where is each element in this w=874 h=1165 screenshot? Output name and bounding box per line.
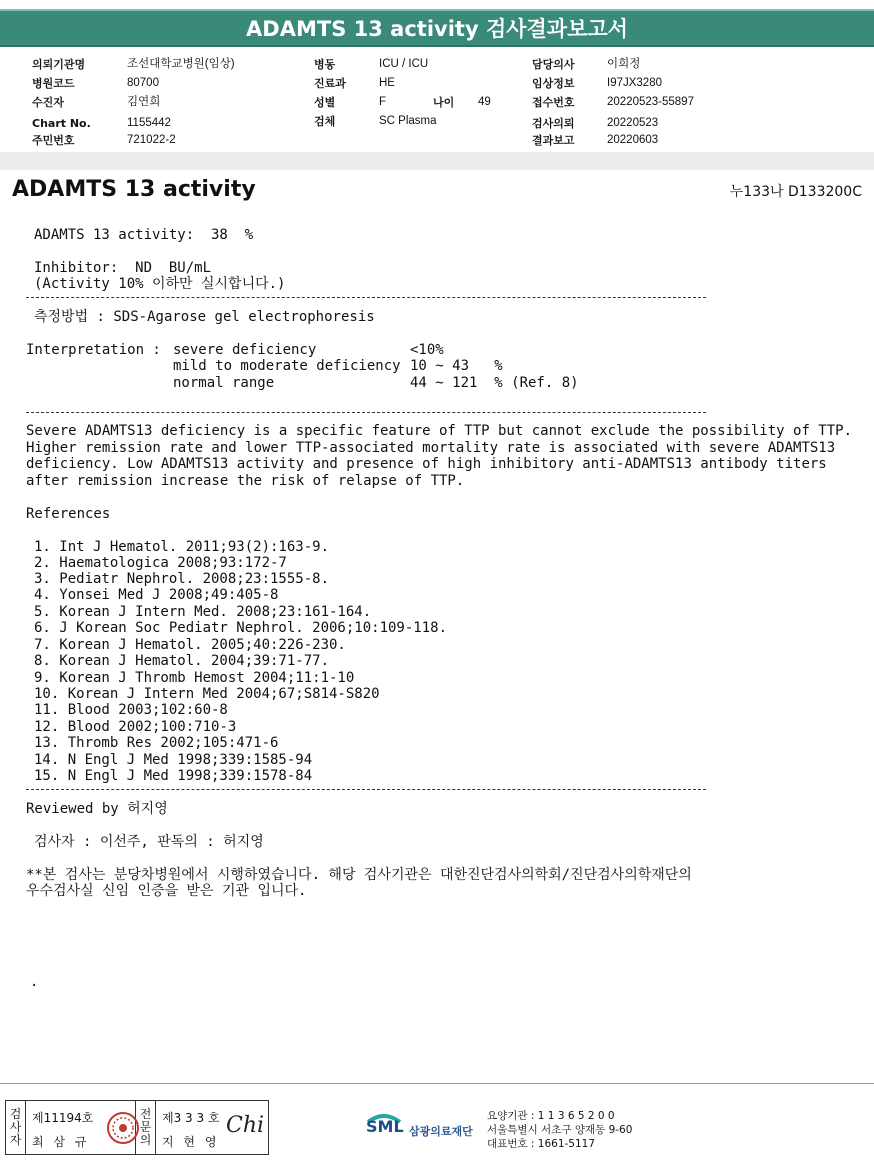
reader-name: 지 현 영 [162,1135,220,1149]
request-date-value: 20220523 [607,117,659,129]
reference-item: 4. Yonsei Med J 2008;49:405-8 [34,587,279,603]
comment-line: Severe ADAMTS13 deficiency is a specific feature of TTP but cannot exclude the possibility of TTP. [26,423,853,439]
tester-name: 최 삼 규 [32,1135,90,1149]
dot-mark: . [30,974,39,990]
resident-no-value: 721022-2 [127,134,176,146]
reviewed-by: Reviewed by 허지영 [26,801,168,817]
hospital-code-label: 병원코드 [32,77,75,90]
reader-license-no: 제3 3 3 호 [162,1111,220,1125]
interp-severe-range: <10% [410,342,444,358]
reference-item: 1. Int J Hematol. 2011;93(2):163-9. [34,539,330,555]
org-name: 삼광의료재단 [409,1125,473,1138]
test-code: 누133나 D133200C [729,184,862,200]
clinical-info-value: I97JX3280 [607,77,662,89]
reader-cell [156,1101,268,1154]
notice-line: 우수검사실 신임 인증을 받은 기관 입니다. [26,883,307,899]
tester-cell [26,1101,136,1154]
sex-label: 성별 [314,96,336,109]
ward-value: ICU / ICU [379,58,429,70]
reader-label: 전문의 [136,1101,156,1154]
reference-item: 15. N Engl J Med 1998;339:1578-84 [34,768,313,784]
comment-line: Higher remission rate and lower TTP-associated mortality rate is associated with severe ADAMTS13 [26,440,836,456]
patient-label: 수진자 [32,96,64,109]
org-phone: 대표번호 : 1661-5117 [487,1138,596,1150]
hospital-label: 의뢰기관명 [32,58,86,71]
footer-divider [0,1083,874,1084]
org-logo-text: SML [366,1117,404,1136]
doctor-label: 담당의사 [532,58,575,71]
report-date-label: 결과보고 [532,134,575,147]
hospital-value: 조선대학교병원(임상) [127,58,235,70]
divider [26,789,706,790]
reference-item: 9. Korean J Thromb Hemost 2004;11:1-10 [34,670,355,686]
divider [26,297,706,298]
age-label: 나이 [433,96,455,109]
age-value: 49 [478,96,491,108]
chart-no-value: 1155442 [127,117,171,129]
reference-item: 11. Blood 2003;102:60-8 [34,702,228,718]
department-value: HE [379,77,395,89]
notice-line: **본 검사는 분당차병원에서 시행하였습니다. 해당 검사기관은 대한진단검사의학회/진단검사의학재단의 [26,867,692,883]
inhibitor-note: (Activity 10% 이하만 실시합니다.) [34,276,286,292]
org-address: 서울특별시 서초구 양재동 9-60 [487,1124,633,1136]
divider [26,412,706,413]
report-date-value: 20220603 [607,134,659,146]
interp-normal-name: normal range [173,375,275,391]
signature-box [5,1100,269,1155]
reference-item: 8. Korean J Hematol. 2004;39:71-77. [34,653,330,669]
patient-info [0,47,874,151]
request-date-label: 검사의뢰 [532,117,575,130]
resident-no-label: 주민번호 [32,134,75,147]
comment-line: deficiency. Low ADAMTS13 activity and presence of high inhibitory anti-ADAMTS13 antibody titers [26,456,827,472]
specimen-value: SC Plasma [379,115,437,127]
references-title: References [26,506,111,522]
receipt-no-value: 20220523-55897 [607,96,694,108]
org-code: 요양기관 : 1 1 3 6 5 2 0 0 [487,1110,615,1122]
hospital-code-value: 80700 [127,77,159,89]
tester-label: 검사자 [6,1101,26,1154]
reference-item: 3. Pediatr Nephrol. 2008;23:1555-8. [34,571,330,587]
reference-item: 14. N Engl J Med 1998;339:1585-94 [34,752,313,768]
reference-item: 12. Blood 2002;100:710-3 [34,719,237,735]
interpretation-label: Interpretation : [26,342,161,358]
reference-item: 5. Korean J Intern Med. 2008;23:161-164. [34,604,372,620]
sex-value: F [379,96,387,108]
specimen-label: 검체 [314,115,336,128]
inhibitor-result: Inhibitor: ND BU/mL [34,260,212,276]
chart-no-label: Chart No. [32,117,91,130]
reference-item: 2. Haematologica 2008;93:172-7 [34,555,287,571]
reference-item: 7. Korean J Hematol. 2005;40:226-230. [34,637,346,653]
staff-line: 검사자 : 이선주, 판독의 : 허지영 [34,834,264,850]
section-title: ADAMTS 13 activity [12,177,256,202]
interp-severe-name: severe deficiency [173,342,317,358]
reference-item: 6. J Korean Soc Pediatr Nephrol. 2006;10:109-118. [34,620,448,636]
seal-icon [106,1111,140,1145]
activity-result: ADAMTS 13 activity: 38 % [34,227,254,243]
method-line: 측정방법 : SDS-Agarose gel electrophoresis [34,309,375,325]
interp-normal-range: 44 ~ 121 % (Ref. 8) [410,375,579,391]
header-separator [0,152,874,170]
ward-label: 병동 [314,58,336,71]
signature-icon: Chi [226,1113,265,1138]
department-label: 진료과 [314,77,346,90]
reference-item: 10. Korean J Intern Med 2004;67;S814-S820 [34,686,380,702]
tester-license-no: 제11194호 [32,1111,94,1125]
receipt-no-label: 접수번호 [532,96,575,109]
comment-line: after remission increase the risk of relapse of TTP. [26,473,465,489]
interp-mild-name: mild to moderate deficiency [173,358,401,374]
interp-mild-range: 10 ~ 43 % [410,358,503,374]
doctor-value: 이희정 [607,58,641,70]
report-title: ADAMTS 13 activity 검사결과보고서 [0,9,874,47]
reference-item: 13. Thromb Res 2002;105:471-6 [34,735,279,751]
patient-value: 김연희 [127,96,161,108]
clinical-info-label: 임상정보 [532,77,575,90]
